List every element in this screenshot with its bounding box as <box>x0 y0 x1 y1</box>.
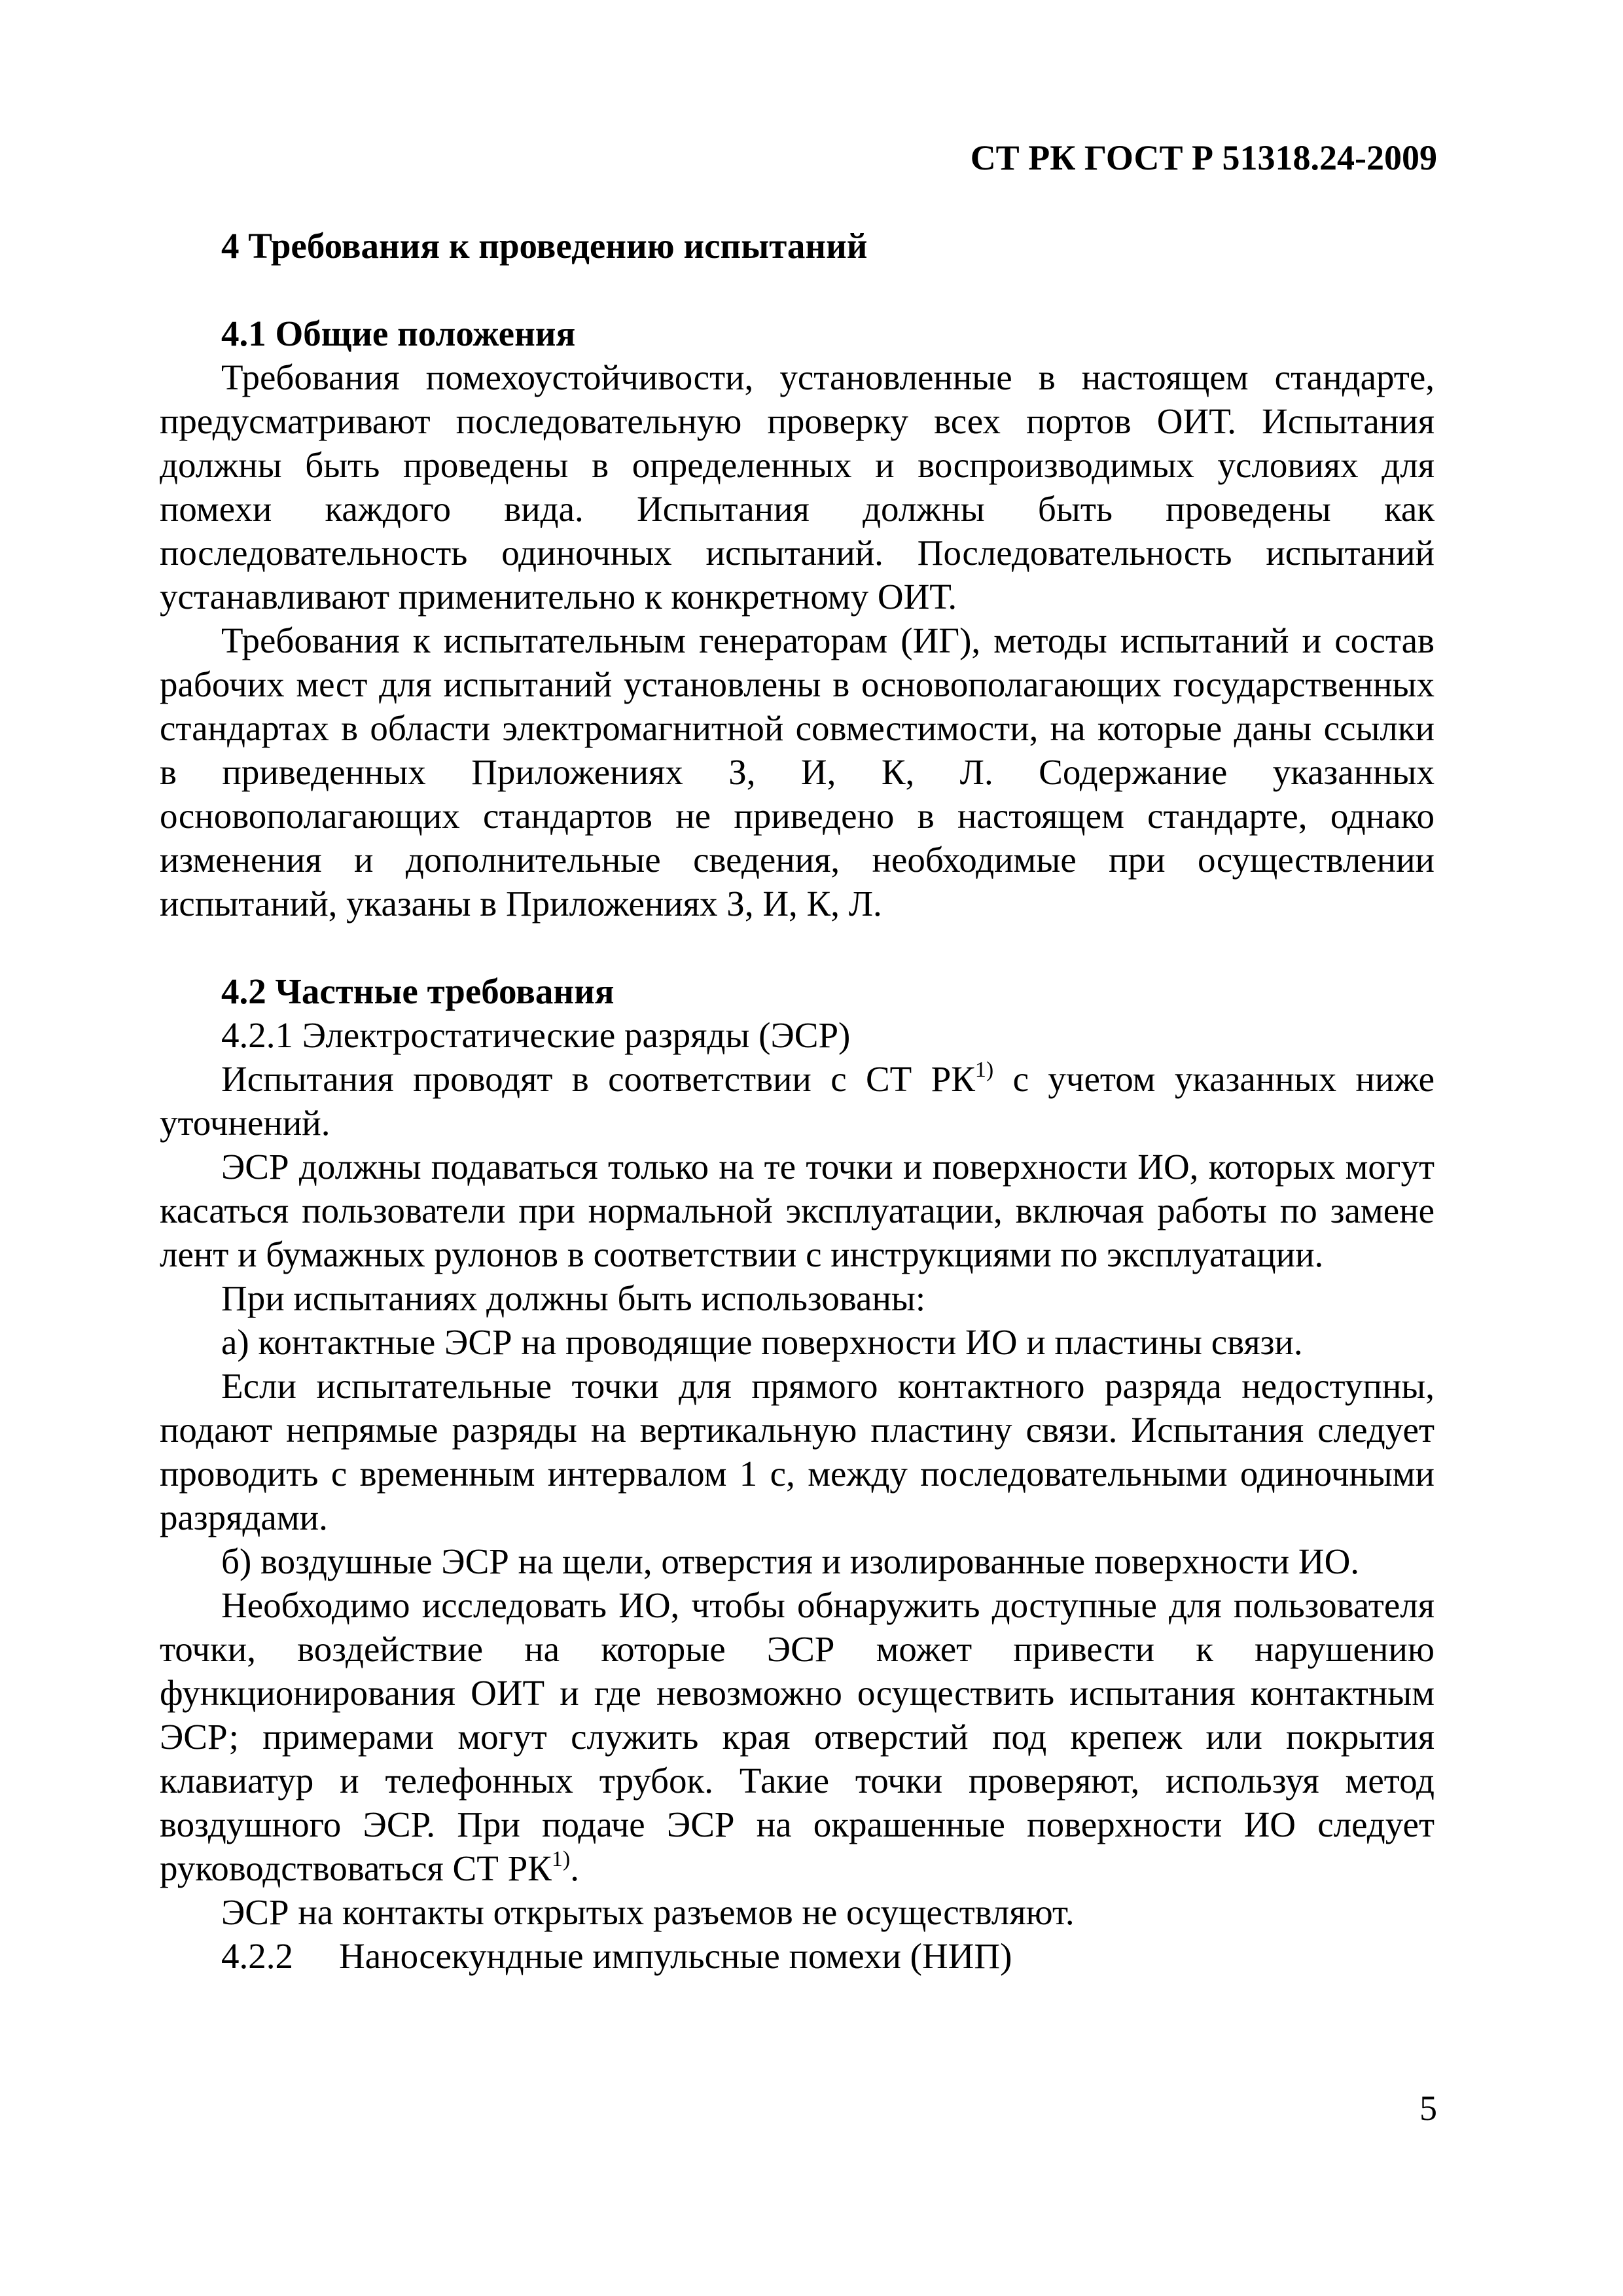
paragraph-text: с учетом указанных ниже уточнений. <box>160 1059 1435 1143</box>
section-4-2-1-heading: 4.2.1 Электростатические разряды (ЭСР) <box>221 1015 851 1055</box>
footnote-mark: 1) <box>551 1847 571 1871</box>
paragraph: ЭСР должны подаваться только на те точки и поверхности ИО, которых могут касаться пользователи при нормальной эксплуатации, включая работы по замене лент и бумажных рулонов в соответствии с инструкциями по эксплуатации. <box>160 1147 1435 1274</box>
paragraph: ЭСР на контакты открытых разъемов не осуществляют. <box>221 1892 1075 1932</box>
section-number: 4.2.2 <box>221 1936 293 1976</box>
paragraph: При испытаниях должны быть использованы: <box>221 1278 926 1318</box>
page-number: 5 <box>1419 2089 1437 2128</box>
document-header: СТ РК ГОСТ Р 51318.24-2009 <box>970 138 1437 177</box>
section-4-2-heading: 4.2 Частные требования <box>221 971 615 1011</box>
list-item-b: б) воздушные ЭСР на щели, отверстия и изолированные поверхности ИО. <box>221 1541 1360 1581</box>
paragraph: Если испытательные точки для прямого контактного разряда недоступны, подают непрямые разряды на вертикальную пластину связи. Испытания следует проводить с временным интервалом 1 с, между последовательными одиночными разрядами. <box>160 1366 1435 1537</box>
section-4-2-2-heading <box>160 1934 1435 1978</box>
section-4-heading: 4 Требования к проведению испытаний <box>221 226 868 266</box>
document-body <box>160 224 1435 1978</box>
paragraph-text: . <box>570 1848 579 1888</box>
paragraph: Требования к испытательным генераторам (ИГ), методы испытаний и состав рабочих мест для испытаний установлены в основополагающих государственных стандартах в области электромагнитной совместимости, на которые даны ссылки в приведенных Приложениях З, И, К, Л. Содержание указанных основополагающих стандартов не приведено в настоящем стандарте, однако изменения и дополнительные сведения, необходимые при осуществлении испытаний, указаны в Приложениях З, И, К, Л. <box>160 620 1435 924</box>
section-4-1-heading: 4.1 Общие положения <box>221 314 576 353</box>
paragraph-text: Необходимо исследовать ИО, чтобы обнаружить доступные для пользователя точки, воздействие на которые ЭСР может привести к нарушению функционирования ОИТ и где невозможно осуществить испытания контактным ЭСР; примерами могут служить края отверстий под крепеж или покрытия клавиатур и телефонных трубок. Такие точки проверяют, используя метод воздушного ЭСР. При подаче ЭСР на окрашенные поверхности ИО следует руководствоваться СТ РК <box>160 1585 1435 1888</box>
paragraph: Требования помехоустойчивости, установленные в настоящем стандарте, предусматривают последовательную проверку всех портов ОИТ. Испытания должны быть проведены в определенных и воспроизводимых условиях для помехи каждого вида. Испытания должны быть проведены как последовательность одиночных испытаний. Последовательность испытаний устанавливают применительно к конкретному ОИТ. <box>160 357 1435 617</box>
footnote-mark: 1) <box>974 1058 994 1082</box>
paragraph-text: Испытания проводят в соответствии с СТ РК <box>221 1059 975 1099</box>
paragraph <box>160 1057 1435 1145</box>
paragraph <box>160 1583 1435 1890</box>
list-item-a: а) контактные ЭСР на проводящие поверхности ИО и пластины связи. <box>221 1322 1303 1362</box>
section-title: Наносекундные импульсные помехи (НИП) <box>339 1936 1012 1976</box>
